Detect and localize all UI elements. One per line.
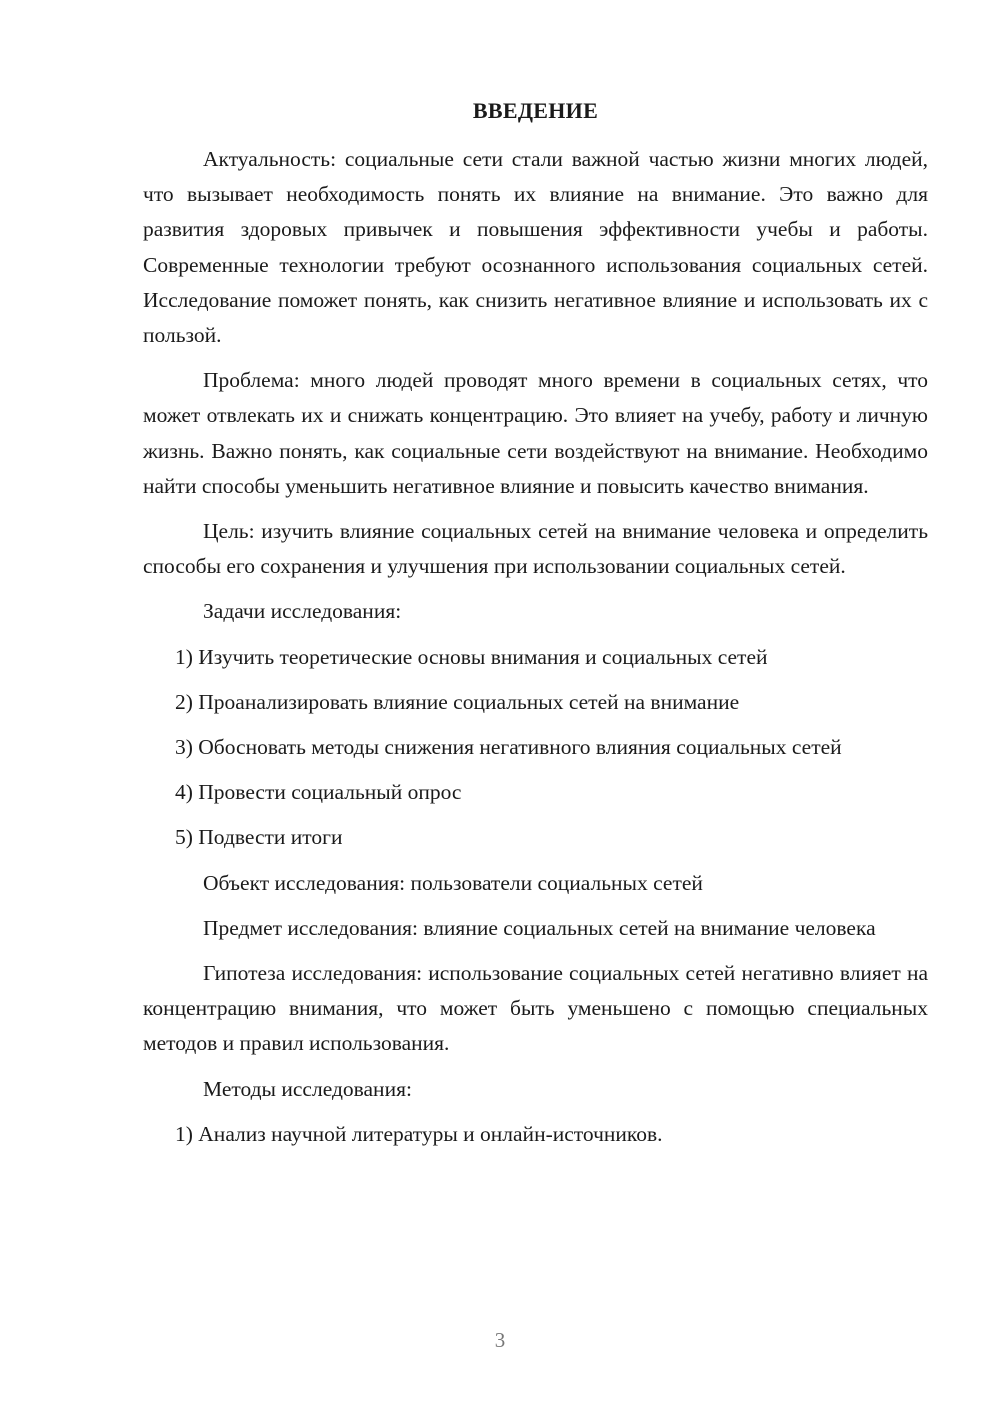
task-list-item: 4) Провести социальный опрос [175,780,462,805]
task-list-item: 3) Обосновать методы снижения негативного влияния социальных сетей [175,735,842,760]
paragraph-relevance: Актуальность: социальные сети стали важной частью жизни многих людей, что вызывает необходимость понять их влияние на внимание. Это важно для развития здоровых привычек и повышения эффективности учебы и работы. Современные технологии требуют осознанного использования социальных сетей. Исследование поможет понять, как снизить негативное влияние и использовать их с пользой. [143,147,928,348]
paragraph-hypothesis: Гипотеза исследования: использование социальных сетей негативно влияет на концентрацию внимания, что может быть уменьшено с помощью специальных методов и правил использования. [143,961,928,1056]
paragraph-problem: Проблема: много людей проводят много времени в социальных сетях, что может отвлекать их и снижать концентрацию. Это влияет на учебу, работу и личную жизнь. Важно понять, как социальные сети воздействуют на внимание. Необходимо найти способы уменьшить негативное влияние и повысить качество внимания. [143,368,928,498]
paragraph-tasks-heading: Задачи исследования: [203,599,402,624]
task-list-item: 2) Проанализировать влияние социальных сетей на внимание [175,689,740,714]
page-content [143,96,928,1162]
paragraph-subject: Предмет исследования: влияние социальных сетей на внимание человека [203,915,876,940]
method-list-item: 1) Анализ научной литературы и онлайн-источников. [175,1121,663,1146]
paragraph-object: Объект исследования: пользователи социальных сетей [203,870,703,895]
task-list-item: 5) Подвести итоги [175,825,343,850]
paragraph-methods-heading: Методы исследования: [203,1076,412,1101]
task-list-item: 1) Изучить теоретические основы внимания и социальных сетей [175,644,768,669]
page-number: 3 [494,1328,506,1352]
section-title: ВВЕДЕНИЕ [472,98,599,123]
paragraph-goal: Цель: изучить влияние социальных сетей на внимание человека и определить способы его сохранения и улучшения при использовании социальных сетей. [143,519,928,579]
